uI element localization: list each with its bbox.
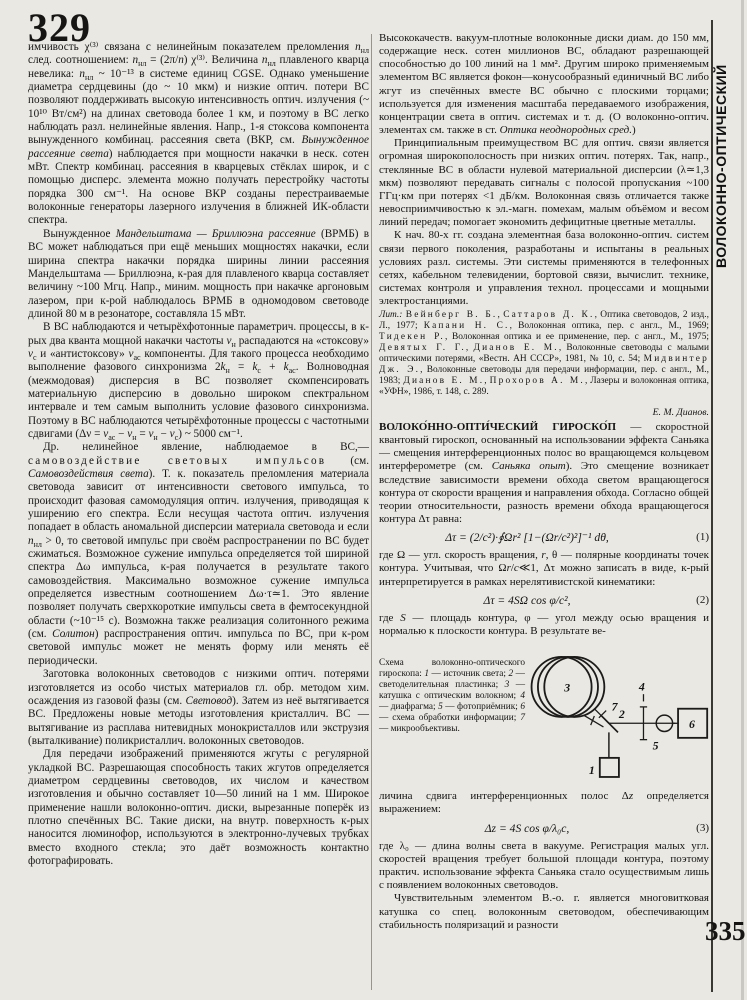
figure-label-1: 1 <box>588 763 595 778</box>
text-segment: , Лазеры и волоконная оптика, «УФН», 1986, т. 148, с. 289. <box>379 375 710 397</box>
gyroscope-figure <box>379 646 709 786</box>
text-segment: Дианов Е. М. <box>473 343 559 353</box>
text-segment: ). Т. к. показатель преломления материала световода зависит от интенсивности светового импульса, то происходит фазовая самомодуляция оптич. излучения, приводящая к уширению его спектра. Если несущая частота оптич. излучения попадает в область аномальной дисперсии материала световода и если <box>28 468 369 534</box>
text-segment: ν <box>28 347 33 360</box>
text-segment: , <box>497 310 504 321</box>
paragraph-area <box>379 612 709 638</box>
text-segment: с <box>174 433 179 443</box>
figure-label-2: 2 <box>618 707 625 722</box>
text-segment: — катушка с оптическим волокном; <box>379 680 525 702</box>
paragraph-wavelength <box>379 840 709 893</box>
text-segment: — скоростной квантовый гироскоп, основанный на использовании эффекта Саньяка — смещения интерференционных полос во вращающемся кольцевом интерферометре (см. <box>379 420 709 473</box>
text-segment: Оптика неоднородных сред. <box>499 124 632 137</box>
text-segment: Саттаров Д. К. <box>503 310 595 321</box>
text-segment: n <box>79 67 85 80</box>
left-column <box>28 41 369 868</box>
text-segment: Девятых Г. Г. <box>379 343 466 353</box>
text-segment: с <box>32 353 37 363</box>
text-segment: n <box>178 54 184 67</box>
text-segment: с <box>257 366 261 376</box>
text-segment: нл <box>33 539 42 549</box>
text-segment: Высококачеств. вакуум-плотные волоконные диски диам. до 150 мм, содержащие неск. сотен миллионов ВС, обладают разрешающей способностью до 100 линий на 1 мм². Другим широко применяемым элементом ВС является фокон—конусообразный единичный ВС либо жгут из спечённых вместе ВС обычно с плоскими торцами; используется для изменения масштаба передаваемого изображения, концентрации света в оптич. системах и т. д. (О волоконно-оптич. элементах см. также в ст. <box>379 32 709 137</box>
text-segment: и «антистоксову» <box>36 347 129 360</box>
text-segment: ) <box>631 124 636 137</box>
text-segment: = (2π/ <box>146 54 179 67</box>
page-number-top: 329 <box>28 5 91 50</box>
text-segment: Схема волоконно-оптического гироскопа: <box>379 658 525 680</box>
paragraph-fringe-shift <box>379 790 709 816</box>
text-segment: ) ~ 5000 см⁻¹. <box>178 427 243 440</box>
text-segment: н <box>225 366 230 376</box>
text-segment: нл <box>267 59 276 69</box>
text-segment: — источник света; <box>429 669 509 680</box>
text-segment: Самовоздействия света <box>28 468 149 480</box>
figure-caption <box>379 646 525 735</box>
text-segment: = <box>229 361 253 374</box>
text-segment: компоненты. Для такого процесса необходимо выполнение фазового синхронизма 2 <box>28 347 369 374</box>
text-segment: распадаются на «стоксову» <box>235 334 369 347</box>
paragraph <box>28 41 369 228</box>
gyroscope-schematic-icon <box>527 646 709 786</box>
text-segment: n <box>132 54 139 67</box>
text-segment: К нач. 80-х гг. создана элементная база волоконно-оптич. систем связи первого поколения, разработаны и испытаны в реальных условиях разл. системы. Эти системы применяются в телефонных сетях, кабельном телевидении, бортовой связи, вычислит. технике, системах контроля и управления технол. процессами и мощными электростанциями. <box>379 229 709 308</box>
paragraph <box>28 668 369 748</box>
text-segment: n <box>261 54 268 67</box>
text-segment: ≪1, Δτ можно записать в виде, к-рый интерпретируется в рамках нерелятивистской кинематики: <box>379 562 710 588</box>
light-source-icon <box>600 733 619 778</box>
paragraph <box>28 228 369 321</box>
text-segment: Дианов Е. М. <box>403 375 485 386</box>
figure-label-4: 4 <box>638 679 645 694</box>
text-segment: Саньяка опыт <box>491 460 566 473</box>
text-segment: − <box>115 427 128 440</box>
paragraph <box>379 137 709 229</box>
text-segment: определяется выражением: <box>379 790 709 816</box>
article-gyroscope-intro <box>379 421 709 526</box>
text-segment: Солитон <box>52 628 95 641</box>
text-segment: / <box>510 562 514 575</box>
text-segment: ) распространения оптич. импульса по ВС, при к-ром световой импульс может не менять форму или менять её периодически. <box>28 628 369 667</box>
text-segment: Вынужденное <box>43 227 116 240</box>
figure-label-7: 7 <box>611 699 618 714</box>
text-segment: нл <box>84 72 94 82</box>
text-segment: Мандельштама — Бриллюэна рассеяние <box>115 227 316 240</box>
text-segment: — фотоприёмник; <box>442 702 521 713</box>
text-segment: Прохоров А. М. <box>489 375 585 386</box>
text-segment: = <box>136 427 149 440</box>
text-segment: , Волоконные световоды с малыми оптическими потерями, «Вестн. АН СССР», 1981, № 10, с. 54; <box>379 343 709 364</box>
text-segment: k <box>220 361 226 374</box>
running-head-vertical: ВОЛОКОННО-ОПТИЧЕСКИЙ <box>713 64 729 268</box>
text-segment: плавленого кварца невелика: <box>28 54 369 80</box>
text-segment: ). Затем из неё вытягивается ВС. Предложены новые методы изготовления кристаллич. ВС — вытягивание из расплава нитевидных монокристаллов или экструзия (выталкивание) поликристаллич. волоконных световодов. <box>28 694 369 747</box>
page-number-bottom: 335 <box>705 916 746 946</box>
text-segment: 5 <box>438 702 443 713</box>
text-segment: (ВРМБ) в ВС может наблюдаться при ещё меньших мощностях накачки, если ширина спектра накачки порядка ширины линии рассеяния Мандельштама — Бриллюэна, к-рая для плавленого кварца составляет величину ~100 Мгц. Напр., миним. мощность при накачке аргоновым лазером, при к-рой наблюдалось ВРМБ в одномодовом световоде длиной 80 м в резонаторе, составляла 15 мВт. <box>28 227 369 320</box>
text-segment: — микрообъективы. <box>379 724 460 735</box>
text-segment: 7 <box>520 713 525 724</box>
formula-2 <box>379 594 709 607</box>
text-segment: — схема обработки информации; <box>379 713 521 724</box>
text-segment: 6 <box>520 702 525 713</box>
formula-1 <box>379 531 709 544</box>
paragraph-omega <box>379 549 709 588</box>
text-segment: k <box>252 361 258 374</box>
text-segment: 1 <box>424 669 430 680</box>
text-segment: нл <box>360 46 369 56</box>
paragraph <box>28 321 369 441</box>
text-segment: , Волоконная оптика и ее применение, пер. с англ., М., 1975; <box>444 332 709 343</box>
text-segment: k <box>283 361 289 374</box>
text-segment: — светоделительная пластинка; <box>379 669 525 691</box>
paragraph <box>379 32 709 137</box>
figure-label-5: 5 <box>652 738 659 753</box>
text-segment: + <box>260 361 284 374</box>
text-segment: Вейнберг В. Б. <box>405 310 498 321</box>
text-segment: след. соотношением: <box>28 54 133 67</box>
paragraph <box>28 748 369 868</box>
paragraph <box>28 441 369 668</box>
page-edge-shadow <box>741 0 744 1000</box>
text-segment: ν <box>169 427 175 440</box>
formula-3-number: (3) <box>696 821 709 834</box>
text-segment: Др. нелинейное явление, наблюдаемое в ВС,— <box>43 441 369 454</box>
paragraph <box>379 229 709 308</box>
text-segment: ас <box>288 366 296 376</box>
text-segment: r <box>506 562 511 575</box>
text-segment: ν <box>226 334 232 347</box>
text-segment: ν <box>127 427 133 440</box>
author-signature: Е. М. Дианов. <box>652 406 709 418</box>
formula-1-number: (1) <box>696 531 709 544</box>
column-divider-rule <box>371 34 372 990</box>
text-segment: n <box>355 41 361 53</box>
formula-3 <box>379 822 709 835</box>
text-segment: . Волноводная (межмодовая) дисперсия в ВС позволяет скомпенсировать материальную дисперсию в довольно широком спектральном интервале и тем самым выполнить условие фазового синхронизма. Поэтому в ВС наблюдаются четырёхфотонные процессы с частотными сдвигами (Δν = <box>28 361 370 440</box>
text-segment: Капани Н. С. <box>423 321 510 332</box>
text-segment: , <box>484 375 490 386</box>
text-segment: Вынужденное рассеяние света <box>28 134 369 160</box>
literature-block <box>379 310 709 397</box>
text-segment: ν <box>128 347 134 360</box>
text-segment: нл <box>138 59 147 69</box>
right-column <box>379 32 709 932</box>
text-segment: S <box>400 611 406 624</box>
text-segment: самовоздействие световых импульсов <box>28 454 327 467</box>
text-segment: имчивость χ⁽³⁾ связана с нелинейным показателем преломления <box>28 41 356 53</box>
text-segment: н <box>153 433 158 443</box>
fiber-leads-icon <box>583 709 608 727</box>
text-segment: c <box>513 562 519 575</box>
text-segment: 3 <box>504 680 510 691</box>
text-segment: — диафрагма; <box>379 702 439 713</box>
text-segment: n <box>28 534 34 547</box>
text-segment: личина сдвига интерференционных полос Δ <box>379 790 629 803</box>
right-column-top <box>379 32 709 308</box>
formula-2-number: (2) <box>696 593 709 606</box>
text-segment: Мидвинтер Дж. Э. <box>379 353 709 375</box>
text-segment: ас <box>108 433 116 443</box>
text-segment: ВОЛОКО́ННО-ОПТИ́ЧЕСКИЙ ГИРОСКО́П <box>379 420 617 433</box>
text-segment: ) наблюдается при мощности накачки в неск. сотен мВт. Спектр комбинац. рассеяния в кварцевых стёклах широк, и с помощью дисперс. элемента можно получать перестройку частоты порядка 300 см⁻¹. На основе ВКР созданы перестраиваемые волоконные генераторы лазерного излучения в ближней ИК-области спектра. <box>28 147 369 227</box>
figure-label-6: 6 <box>688 717 695 732</box>
text-segment: Лит.: <box>379 310 403 321</box>
text-segment: ~ 10⁻¹³ в системе единиц CGSE. Однако уменьшение диаметра сердцевины (до ~ 10 мкм) и низкие оптич. потери ВС позволяют поддерживать высокую интенсивность оптич. излучения (~ 10¹⁰ Вт/см²) на длинах световода более 1 км, и поэтому в ВС легко наблюдать разл. нелинейные явления. Напр., 1-я стоксова компонента вынужденного комбинац. рассеяния света (ВКР, см. <box>28 67 369 147</box>
text-segment: Тидекен Р. <box>379 332 445 343</box>
text-segment: , θ — полярные координаты точек контура. Учитывая, что Ω <box>379 549 709 575</box>
text-segment: (см. <box>326 454 369 467</box>
formula-1-body: Δτ = (2/c²)·∮Ωr² [1−(Ωr/c²)²]⁻¹ dθ, <box>445 531 609 545</box>
text-segment: Световод <box>185 694 233 707</box>
text-segment: , <box>465 343 474 353</box>
text-segment: > 0, то световой импульс при своём распространении по ВС будет сжиматься. Возможное сужение импульса определяется той шириной спектра Δω импульса, к-рая получается в результате такого самовоздействия. Максимально возможное сужение импульса определяется известным соотношением Δω·τ≃1. Это явление позволяет получать сверхкороткие импульсы света в фемтосекундной области (~10⁻¹⁵ с). Возможна также реализация солитонного режима (см. <box>28 534 369 641</box>
text-segment: ν <box>103 427 109 440</box>
text-segment: ) χ⁽³⁾. Величина <box>183 54 262 67</box>
text-segment: н <box>132 433 137 443</box>
text-segment: н <box>231 339 236 349</box>
text-segment: ). Это смещение возникает вследствие зависимости времени обхода светом вращающегося контура от скорости вращения и направления обхода. Согласно общей теории относительности, разность времени обхода вращающегося контура Δτ равна: <box>379 460 710 526</box>
figure-label-3: 3 <box>564 680 571 695</box>
text-segment: ас <box>133 353 141 363</box>
text-segment: В ВС наблюдаются и четырёхфотонные параметрич. процессы, в к-рых два кванта мощной накачки частоты <box>28 321 369 347</box>
text-segment: , Волоконные световоды для передачи информации, пер. с англ., М., 1983; <box>379 364 709 386</box>
text-segment: , Оптика световодов, 2 изд., Л., 1977; <box>379 310 709 332</box>
text-segment: z <box>628 790 634 803</box>
text-segment: Для передачи изображений применяются жгуты с регулярной укладкой ВС. Разрешающая способность таких жгутов определяется диаметром сердцевины световодов, их числом и качеством изготовления и обычно составляет 10—50 линий на 1 мм. Широкое применение нашли волоконно-оптич. диски, вырезанные поперёк из плотно спечённых ВС. Такие диски, на внутр. поверхность к-рых наносится люминофор, используются в электронно-лучевых трубках вместо входного стекла; это даёт возможность контактно фотографировать. <box>28 748 369 867</box>
text-segment: Заготовка волоконных световодов с низкими оптич. потерями изготовляется из особо чистых материалов гл. обр. методом хим. осаждения из газовой фазы (см. <box>28 668 369 707</box>
text-segment: 4 <box>520 691 525 702</box>
formula-2-body: Δτ = 4SΩ cos φ/c², <box>483 593 571 607</box>
text-segment: r <box>541 549 546 562</box>
figure-diagram <box>525 646 709 786</box>
text-segment: где Ω — угл. скорость вращения, <box>379 549 542 562</box>
text-segment: , Волоконная оптика, пер. с англ., М., 1969; <box>509 321 709 332</box>
text-segment: — площадь контура, φ — угол между осью вращения и нормалью к плоскости контура. В результате ве- <box>379 611 709 638</box>
text-segment: Принципиальным преимуществом ВС для оптич. связи является огромная широкополосность при низких оптич. потерях. Так, напр., стеклянные ВС в области нулевой материальной дисперсии (λ≃1,3 мкм) позволяют передавать сигналы с полосой пропускания ~100 ГГц·км при потерях <1 дБ/км. Волоконная связь отличается также невосприимчивостью к эл.-магн. помехам, малым объёмом и весом линий передач; помогает экономить дефицитные цветные металлы. <box>379 137 709 229</box>
text-segment: ν <box>148 427 154 440</box>
text-segment: Чувствительным элементом В.-о. г. является многовитковая катушка со спец. волоконным световодом, обеспечивающим стабильность поляризаций и разности <box>379 892 709 931</box>
text-segment: 2 <box>508 669 514 680</box>
formula-3-body: Δz = 4S cos φ/λ₀c, <box>484 821 570 835</box>
text-segment: − <box>157 427 170 440</box>
text-segment: где λ₀ — длина волны света в вакууме. Регистрация малых угл. скоростей вращения требует большой площади контура, поэтому практич. использование эффекта Саньяка стало осуществимым лишь с появлением волоконных световодов. <box>379 839 709 892</box>
text-segment: где <box>379 611 401 624</box>
paragraph-sensor <box>379 892 709 931</box>
